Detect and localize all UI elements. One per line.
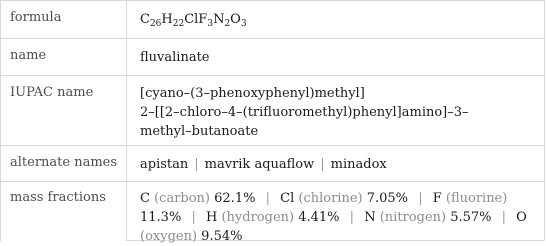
iupac-line: methyl–butanoate [140, 124, 259, 139]
separator: | [501, 210, 507, 225]
alternate-names-value [128, 146, 544, 182]
iupac-row [1, 75, 544, 146]
element-name: (chlorine) [298, 191, 367, 206]
element-percent: 7.05% [366, 191, 409, 206]
alternate-name: mavrik aquaflow [204, 157, 315, 172]
mass-fractions-label: mass fractions [1, 182, 127, 241]
element-symbol: Cl [280, 191, 299, 206]
separator: | [265, 191, 270, 206]
mass-fractions-row [1, 181, 544, 244]
alternate-name: apistan [140, 157, 189, 172]
formula-subscript: 22 [172, 19, 185, 29]
iupac-line: [cyano–(3–phenoxyphenyl)methyl] [140, 86, 365, 101]
name-value: fluvalinate [140, 50, 210, 65]
separator: | [320, 157, 325, 172]
element-name: (hydrogen) [221, 210, 299, 225]
separator: | [349, 210, 355, 225]
name-label: name [1, 39, 127, 76]
element-percent: 9.54% [201, 229, 243, 244]
separator: | [418, 191, 423, 206]
mass-fractions-value [128, 182, 544, 244]
element-symbol: H [205, 210, 222, 225]
element-name: (oxygen) [140, 229, 202, 244]
iupac-line: 2–[[2–chloro–4–(trifluoromethyl)phenyl]amino]–3– [140, 105, 469, 120]
formula-label: formula [1, 1, 127, 38]
element-name: (carbon) [154, 191, 215, 206]
element-symbol: F [432, 191, 446, 206]
element-symbol: C [140, 191, 155, 206]
element-name: (nitrogen) [379, 210, 451, 225]
element-percent: 11.3% [140, 210, 182, 225]
element-percent: 5.57% [450, 210, 492, 225]
formula-subscript: 26 [149, 19, 162, 29]
formula-symbol: H [161, 12, 173, 27]
iupac-label: IUPAC name [1, 76, 127, 146]
element-symbol: N [364, 210, 380, 225]
name-row [1, 38, 544, 76]
formula-subscript: 3 [207, 19, 214, 29]
element-percent: 4.41% [298, 210, 340, 225]
formula-symbol: N [213, 12, 225, 27]
alternate-names-row [1, 145, 544, 182]
formula-subscript: 3 [240, 19, 247, 29]
iupac-value [128, 76, 544, 146]
alternate-names-label: alternate names [1, 146, 127, 182]
formula-row [1, 1, 544, 38]
element-symbol: O [516, 210, 527, 225]
formula-symbol: ClF [184, 12, 208, 27]
separator: | [194, 157, 199, 172]
element-percent: 62.1% [214, 191, 256, 206]
formula-value [128, 1, 544, 38]
element-name: (fluorine) [445, 191, 508, 206]
separator: | [191, 210, 196, 225]
formula-symbol: O [230, 12, 241, 27]
alternate-name: minadox [330, 157, 387, 172]
formula-symbol: C [140, 12, 150, 27]
formula-subscript: 2 [224, 19, 231, 29]
